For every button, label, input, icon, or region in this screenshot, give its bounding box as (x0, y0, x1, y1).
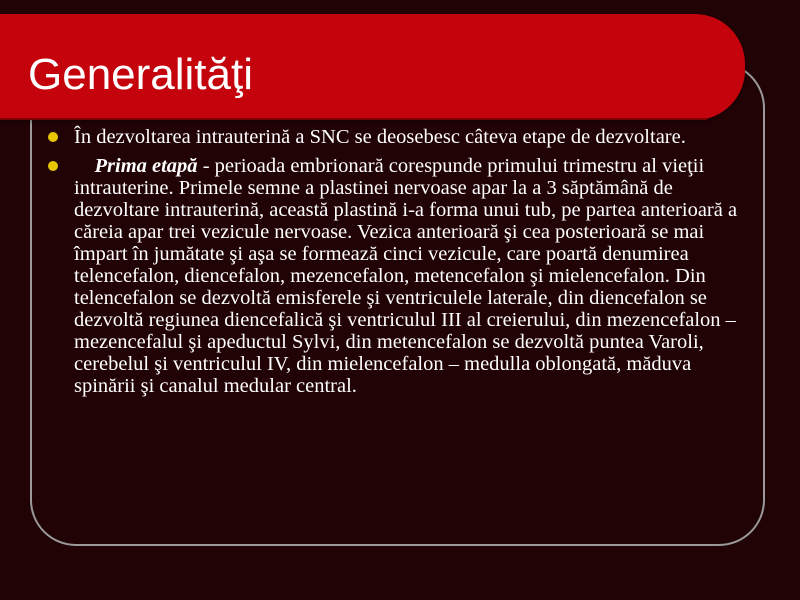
bullet-list (48, 126, 748, 404)
bullet-item-intro (48, 126, 748, 148)
bullet-item-first-stage (48, 155, 748, 397)
bullet-text: În dezvoltarea intrauterină a SNC se deosebesc câteva etape de dezvoltare. (74, 126, 686, 148)
title-bar (0, 14, 745, 120)
bullet-dot-icon (48, 161, 58, 171)
bullet-emphasis: Prima etapă (94, 155, 198, 177)
slide-title: Generalităţi (28, 50, 254, 99)
title-divider (0, 118, 707, 120)
bullet-text: - perioada embrionară corespunde primului trimestru al vieţii intrauterine. Primele semne a plastinei nervoase apar la a 3 săptămână de dezvoltare intrauterină, această plastină i-a forma unui tub, pe partea anterioară a căreia apar trei vezicule nervoase. Vezica anterioară şi cea posterioară se mai împart în jumătate şi aşa se formează cinci vezicule, care poartă denumirea telencefalon, diencefalon, mezencefalon, metencefalon şi mielencefalon. Din telencefalon se dezvoltă emisferele şi ventriculele laterale, din diencefalon se dezvoltă regiunea diencefalică şi ventriculul III al creierului, din mezencefalon – mezencefalul şi apeductul Sylvi, din metencefalon se dezvoltă puntea Varoli, cerebelul şi ventriculul IV, din mielencefalon – medulla oblongată, măduva spinării şi canalul medular central. (74, 155, 738, 397)
bullet-dot-icon (48, 132, 58, 142)
